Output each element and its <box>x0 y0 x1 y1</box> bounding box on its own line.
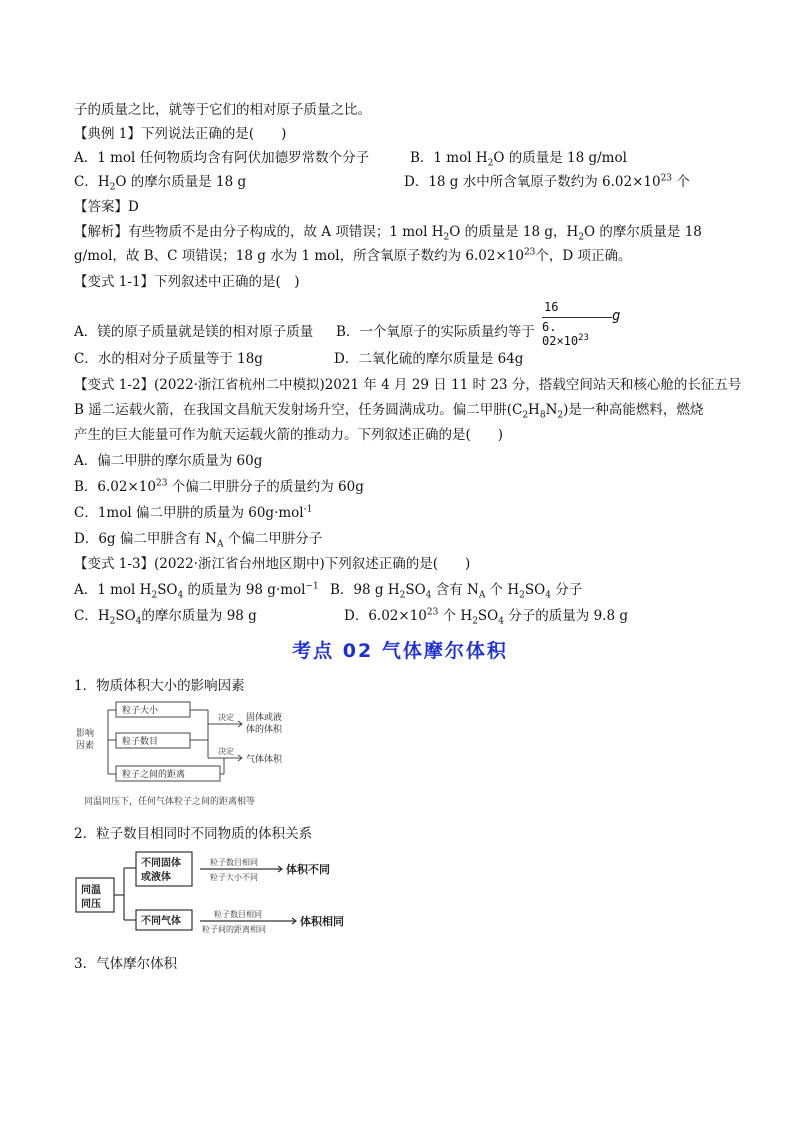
variant-1-3-title: 【变式 1-3】(2022·浙江省台州地区期中)下列叙述正确的是( ) <box>74 556 471 572</box>
arrow-label-decides-2: 决定 <box>218 747 234 756</box>
arrow-label-decides-1: 决定 <box>218 713 234 722</box>
fraction-bar <box>542 317 612 318</box>
intro-line: 子的质量之比，就等于它们的相对原子质量之比。 <box>74 102 371 118</box>
variant-1-2-option-b: B．$6.02\times 10^{23}$ 个偏二甲肼分子的质量约为 60g <box>74 478 364 495</box>
branch2-bottom-label: 粒子间的距离相同 <box>202 925 266 934</box>
box-particle-size-label: 粒子大小 <box>122 706 159 716</box>
section-heading: 考点 02 气体摩尔体积 <box>292 640 508 662</box>
diagram1-footnote: 同温同压下，任何气体粒子之间的距离相等 <box>84 797 256 807</box>
analysis-line-1: 【解析】有些物质不是由分子构成的，故 A 项错误；1 mol $H_2O$ 的质量是 18 g，$H_2O$ 的摩尔质量是 18 <box>74 224 702 243</box>
root-label-line-2: 因素 <box>76 741 95 751</box>
variant-1-3-option-b: B．98 g $H_2SO_4$ 含有 $N_A$ 个 $H_2SO_4$ 分子 <box>330 582 583 601</box>
result-volume-different: 体积不同 <box>286 863 330 876</box>
result-solid-liquid-line-1: 固体或液 <box>246 713 283 723</box>
example1-option-a: A．1 mol 任何物质均含有阿伏加德罗常数个分子 <box>74 150 370 166</box>
answer-line: 【答案】D <box>74 199 139 215</box>
variant-1-3-option-a: A．1 mol $H_2SO_4$ 的质量为 98 g·mol$^{-1}$ <box>74 581 319 601</box>
example1-option-d: D．18 g 水中所含氧原子数约为 $6.02\times 10^{23}$ 个 <box>404 173 690 190</box>
box-particle-number-label: 粒子数目 <box>122 737 159 747</box>
fraction-numerator: 16 <box>544 300 559 314</box>
variant-1-3-option-c: C．$H_2SO_4$的摩尔质量为 98 g <box>74 608 257 627</box>
variant-1-2-line-2: B 遥二运载火箭，在我国文昌航天发射场升空，任务圆满成功。偏二甲肼$(C_2H_8N_2)$是一种高能燃料，燃烧 <box>74 402 704 421</box>
variant-1-3-option-d: D．$6.02\times 10^{23}$ 个 $H_2SO_4$ 分子的质量为 9.8 g <box>344 607 628 627</box>
branch1-bottom-label: 粒子大小不同 <box>210 873 258 882</box>
variant-1-1-option-a: A．镁的原子质量就是镁的相对原子质量 <box>74 324 314 340</box>
analysis-line-2: g/mol，故 B、C 项错误；18 g 水为 1 mol，所含氧原子数约为 $6.02\times 10^{23}$个，D 项正确。 <box>74 247 632 264</box>
variant-1-2-title: 【变式 1-2】(2022·浙江省杭州二中模拟)2021 年 4 月 29 日 11 时 23 分，搭载空间站天和核心舱的长征五号 <box>74 377 742 393</box>
branch1-top-label: 粒子数目相同 <box>210 858 258 867</box>
subsection-1-title: 1．物质体积大小的影响因素 <box>74 678 245 694</box>
variant-1-1-title: 【变式 1-1】下列叙述中正确的是( ) <box>74 274 300 290</box>
example1-title: 【典例 1】下列说法正确的是( ) <box>74 126 287 142</box>
volume-relation-diagram <box>74 848 364 944</box>
result-solid-liquid-line-2: 体的体积 <box>246 725 283 735</box>
box-different-solids-line-2: 或液体 <box>141 872 171 883</box>
variant-1-2-option-a: A．偏二甲肼的摩尔质量为 60g <box>74 453 263 469</box>
root-label-line-1: 影响 <box>76 729 95 739</box>
root2-line-2: 同压 <box>81 899 101 910</box>
volume-factors-diagram <box>74 700 314 810</box>
variant-1-1-option-c: C．水的相对分子质量等于 18g <box>74 351 263 367</box>
variant-1-1-option-d: D．二氧化硫的摩尔质量是 64g <box>334 351 524 367</box>
fraction-denominator: 6. $02\times 10^{23}$ <box>542 320 589 348</box>
variant-1-2-option-c: C．1mol 偏二甲肼的质量为 60g·mol$^{-1}$ <box>74 504 313 521</box>
variant-1-2-option-d: D．6g 偏二甲肼含有 $N_A$ 个偏二甲肼分子 <box>74 531 323 550</box>
example1-option-b: B．1 mol $H_2O$ 的质量是 18 g/mol <box>410 150 627 169</box>
root2-line-1: 同温 <box>81 885 101 896</box>
result-gas-volume: 气体体积 <box>246 755 283 765</box>
subsection-3-title: 3．气体摩尔体积 <box>74 956 178 972</box>
subsection-2-title: 2．粒子数目相同时不同物质的体积关系 <box>74 826 313 842</box>
variant-1-2-line-3: 产生的巨大能量可作为航天运载火箭的推动力。下列叙述正确的是( ) <box>74 427 504 443</box>
box-different-gases-label: 不同气体 <box>141 916 181 927</box>
fraction-unit: g <box>612 308 621 324</box>
box-different-solids-line-1: 不同固体 <box>141 858 181 869</box>
variant-1-1-option-b: B．一个氧原子的实际质量约等于 <box>336 324 535 340</box>
branch2-top-label: 粒子数目相同 <box>214 910 262 919</box>
box-particle-distance-label: 粒子之间的距离 <box>122 770 186 780</box>
example1-option-c: C．$H_2O$ 的摩尔质量是 18 g <box>74 174 247 193</box>
result-volume-same: 体积相同 <box>300 915 344 928</box>
